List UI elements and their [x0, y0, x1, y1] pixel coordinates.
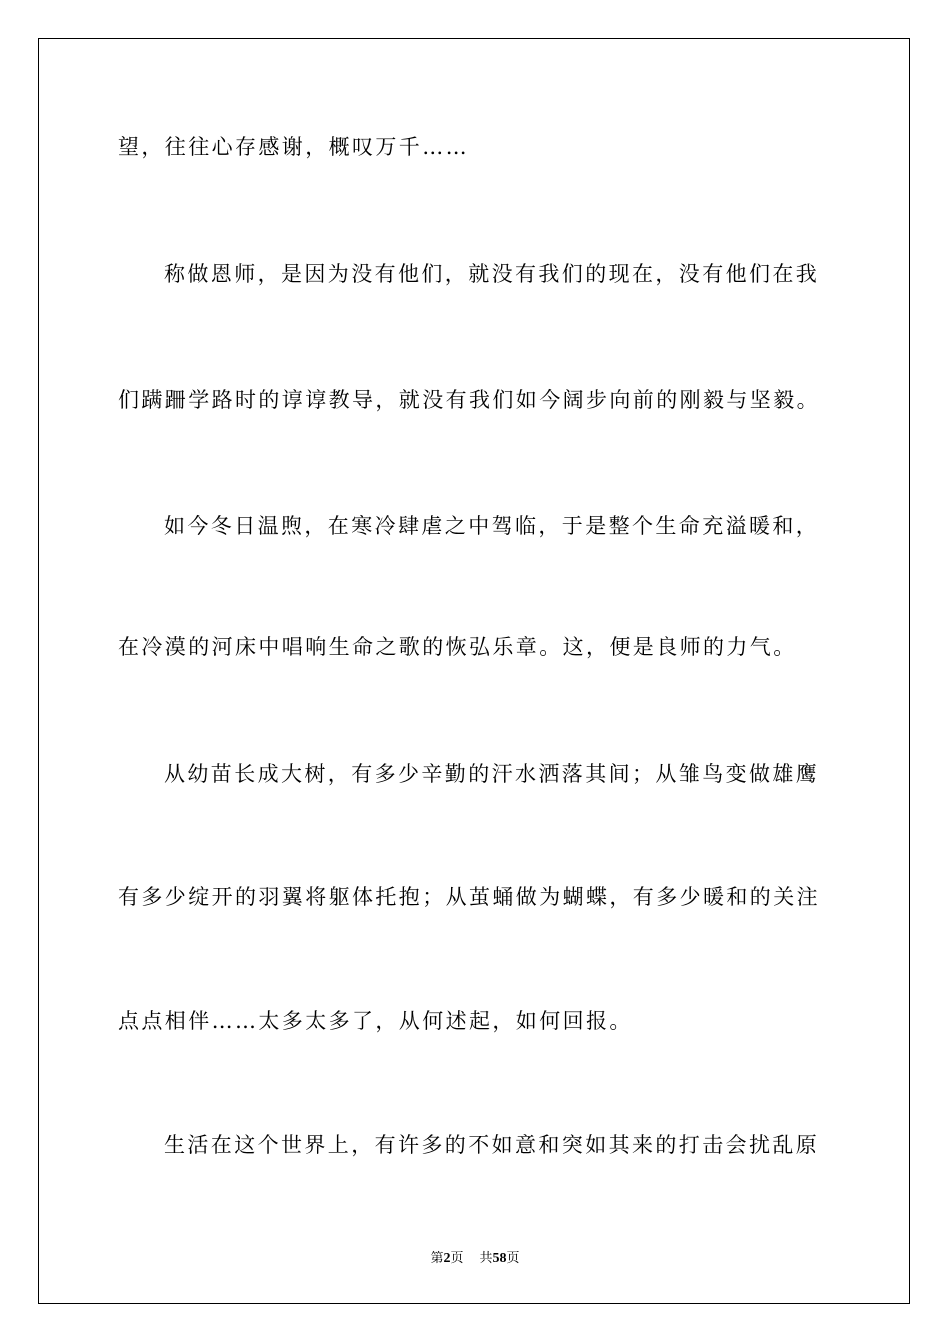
text-line-5: 在冷漠的河床中唱响生命之歌的恢弘乐章。这，便是良师的力气。 [118, 635, 797, 659]
total-suffix: 页 [506, 1251, 520, 1266]
text-line-3: 们蹒跚学路时的谆谆教导，就没有我们如今阔步向前的刚毅与坚毅。 [118, 388, 820, 412]
text-line-9: 生活在这个世界上，有许多的不如意和突如其来的打击会扰乱原 [164, 1133, 820, 1157]
page-number: 2 [443, 1251, 451, 1266]
text-line-2: 称做恩师，是因为没有他们，就没有我们的现在，没有他们在我 [164, 262, 820, 286]
text-line-1: 望，往往心存感谢，概叹万千…… [118, 135, 469, 159]
text-line-8: 点点相伴……太多太多了，从何述起，如何回报。 [118, 1009, 633, 1033]
text-line-7: 有多少绽开的羽翼将躯体托抱；从茧蛹做为蝴蝶，有多少暖和的关注 [118, 885, 820, 909]
page-prefix: 第 [430, 1251, 444, 1266]
text-line-6: 从幼苗长成大树，有多少辛勤的汗水洒落其间；从雏鸟变做雄鹰 [164, 762, 820, 786]
page-footer [0, 1247, 950, 1267]
text-line-4: 如今冬日温煦，在寒冷肆虐之中驾临，于是整个生命充溢暖和， [164, 514, 820, 538]
total-pages: 58 [492, 1251, 507, 1266]
total-prefix: 共 [479, 1251, 493, 1266]
page-suffix: 页 [450, 1251, 464, 1266]
page-border [38, 38, 910, 1304]
